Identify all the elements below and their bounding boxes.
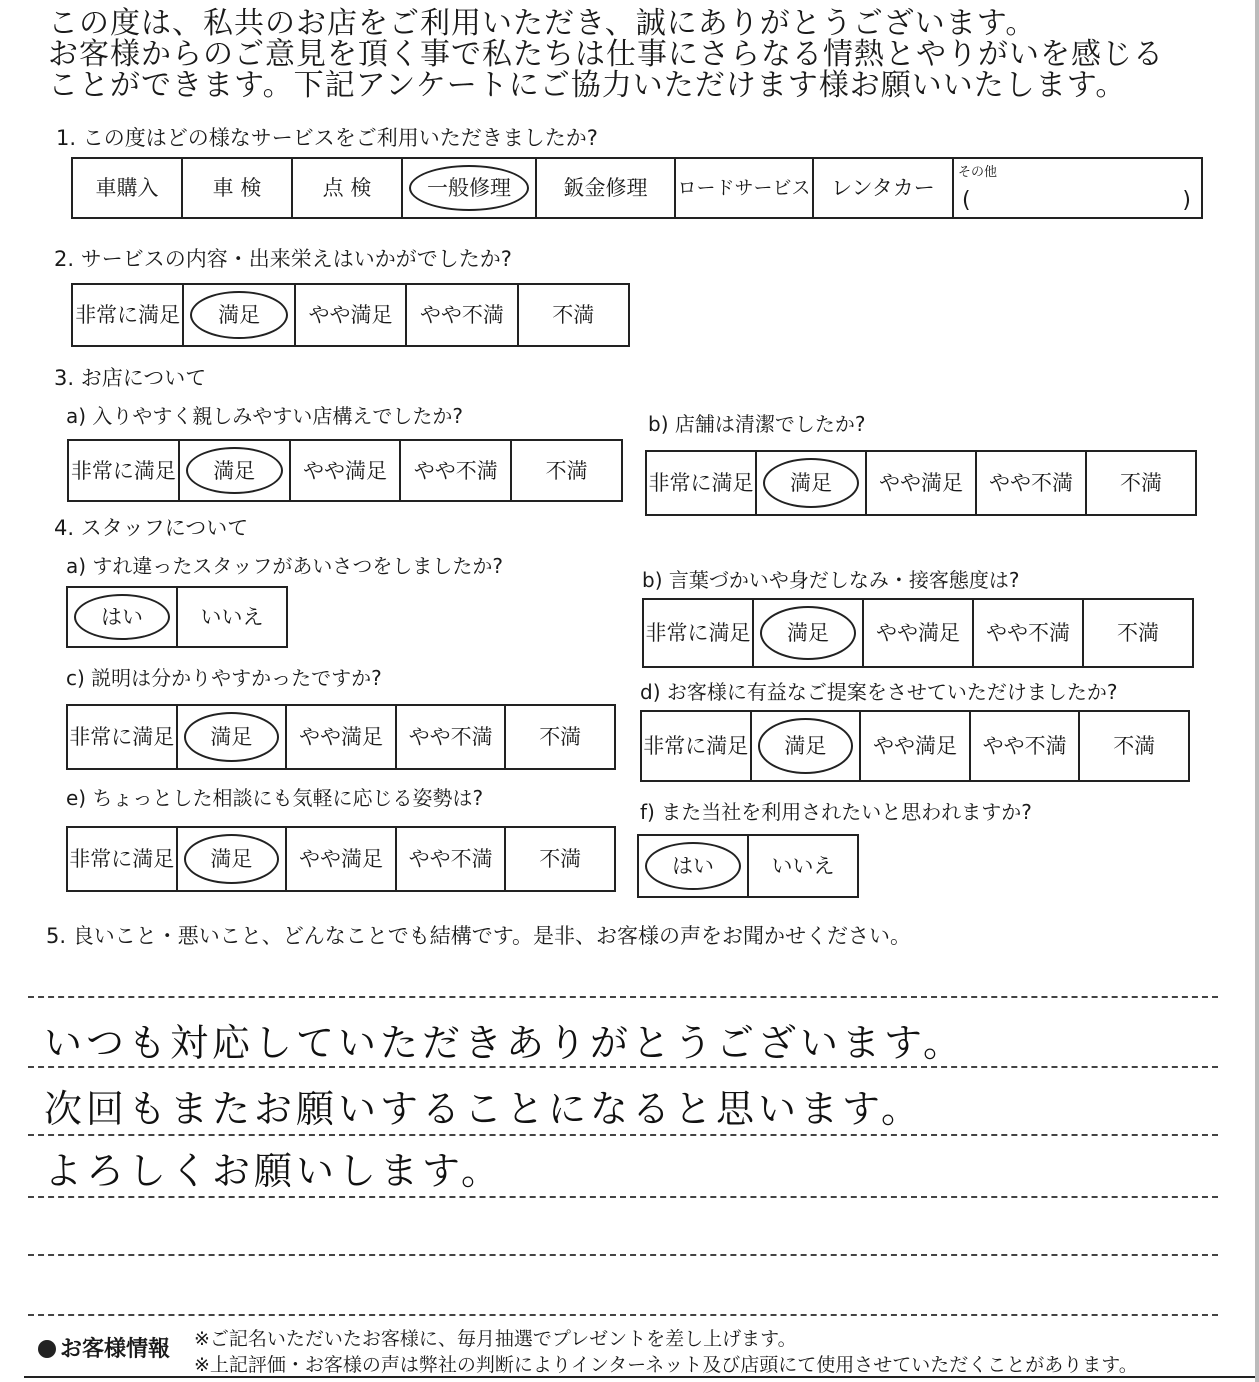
option-check[interactable]: 点 検 — [292, 158, 402, 218]
scale-somewhat-satisfied[interactable]: やや満足 — [286, 827, 396, 891]
scale-somewhat-dissatisfied[interactable]: やや不満 — [976, 451, 1086, 515]
writing-line — [28, 1254, 1218, 1256]
scan-edge — [1255, 0, 1259, 1382]
question-3-title: 3. お店について — [54, 366, 207, 390]
scale-very-satisfied[interactable]: 非常に満足 — [646, 451, 756, 515]
question-4a-yesno — [66, 586, 288, 648]
question-4e-scale — [66, 826, 616, 892]
footer-note: ※上記評価・お客様の声は弊社の判断によりインターネット及び店頭にて使用させていただくことがあります。 — [194, 1354, 1138, 1376]
scale-dissatisfied[interactable]: 不満 — [505, 827, 615, 891]
question-4f-yesno — [637, 834, 859, 898]
scale-satisfied[interactable]: 満足 — [177, 705, 287, 769]
scale-very-satisfied[interactable]: 非常に満足 — [643, 599, 753, 667]
option-other[interactable] — [953, 158, 1202, 218]
scale-dissatisfied[interactable]: 不満 — [518, 284, 629, 346]
scale-very-satisfied[interactable]: 非常に満足 — [72, 284, 183, 346]
footer-note: ※ご記名いただいたお客様に、毎月抽選でプレゼントを差し上げます。 — [194, 1328, 797, 1350]
option-rental-car[interactable]: レンタカー — [813, 158, 953, 218]
scale-very-satisfied[interactable]: 非常に満足 — [641, 711, 751, 781]
option-yes[interactable]: はい — [67, 587, 177, 647]
option-no[interactable]: いいえ — [177, 587, 287, 647]
divider — [24, 1376, 1259, 1378]
other-label: その他 — [958, 165, 998, 180]
question-4b-label: b) 言葉づかいや身だしなみ・接客態度は? — [642, 568, 1020, 592]
question-3b-scale — [645, 450, 1197, 516]
scale-somewhat-dissatisfied[interactable]: やや不満 — [406, 284, 517, 346]
intro-line: お客様からのご意見を頂く事で私たちは仕事にさらなる情熱とやりがいを感じる — [48, 37, 1164, 72]
scale-somewhat-dissatisfied[interactable]: やや不満 — [396, 827, 506, 891]
scale-satisfied[interactable]: 満足 — [753, 599, 863, 667]
scale-satisfied[interactable]: 満足 — [183, 284, 294, 346]
question-4-title: 4. スタッフについて — [54, 516, 249, 540]
scale-very-satisfied[interactable]: 非常に満足 — [67, 705, 177, 769]
scale-dissatisfied[interactable]: 不満 — [505, 705, 615, 769]
scale-somewhat-satisfied[interactable]: やや満足 — [295, 284, 406, 346]
intro-text — [48, 8, 1164, 101]
bullet-icon — [38, 1340, 56, 1358]
customer-comment-line: よろしくお願いします。 — [44, 1149, 503, 1193]
scale-very-satisfied[interactable]: 非常に満足 — [68, 440, 179, 501]
intro-line: この度は、私共のお店をご利用いただき、誠にありがとうございます。 — [48, 6, 1037, 41]
intro-line: ことができます。下記アンケートにご協力いただけます様お願いいたします。 — [48, 68, 1127, 103]
scale-satisfied[interactable]: 満足 — [179, 440, 290, 501]
question-2-scale — [71, 283, 630, 347]
option-no[interactable]: いいえ — [748, 835, 858, 897]
customer-comment-line: 次回もまたお願いすることになると思います。 — [44, 1087, 923, 1131]
scale-somewhat-satisfied[interactable]: やや満足 — [286, 705, 396, 769]
scale-somewhat-dissatisfied[interactable]: やや不満 — [970, 711, 1080, 781]
scale-satisfied[interactable]: 満足 — [756, 451, 866, 515]
option-road-service[interactable]: ロードサービス — [675, 158, 813, 218]
writing-line — [28, 1134, 1218, 1136]
question-4e-label: e) ちょっとした相談にも気軽に応じる姿勢は? — [66, 786, 484, 810]
question-4c-scale — [66, 704, 616, 770]
question-1-options — [71, 157, 1203, 219]
question-3a-scale — [67, 439, 623, 502]
option-sheet-metal[interactable]: 鈑金修理 — [536, 158, 675, 218]
scale-somewhat-satisfied[interactable]: やや満足 — [860, 711, 970, 781]
customer-info-title: お客様情報 — [38, 1332, 170, 1363]
question-4b-scale — [642, 598, 1194, 668]
scale-dissatisfied[interactable]: 不満 — [511, 440, 622, 501]
customer-comment-line: いつも対応していただきありがとうございます。 — [44, 1021, 965, 1065]
scale-dissatisfied[interactable]: 不満 — [1086, 451, 1196, 515]
question-4a-label: a) すれ違ったスタッフがあいさつをしましたか? — [66, 554, 504, 578]
scale-somewhat-dissatisfied[interactable]: やや不満 — [400, 440, 511, 501]
question-1-title: 1. この度はどの様なサービスをご利用いただきましたか? — [56, 126, 598, 150]
question-4c-label: c) 説明は分かりやすかったですか? — [66, 666, 382, 690]
scale-somewhat-dissatisfied[interactable]: やや不満 — [973, 599, 1083, 667]
scale-somewhat-satisfied[interactable]: やや満足 — [290, 440, 401, 501]
scale-somewhat-satisfied[interactable]: やや満足 — [863, 599, 973, 667]
option-yes[interactable]: はい — [638, 835, 748, 897]
scale-somewhat-dissatisfied[interactable]: やや不満 — [396, 705, 506, 769]
option-inspection[interactable]: 車 検 — [182, 158, 292, 218]
scale-very-satisfied[interactable]: 非常に満足 — [67, 827, 177, 891]
scale-dissatisfied[interactable]: 不満 — [1079, 711, 1189, 781]
question-2-title: 2. サービスの内容・出来栄えはいかがでしたか? — [54, 247, 512, 271]
question-3b-label: b) 店舗は清潔でしたか? — [648, 412, 866, 436]
option-general-repair[interactable]: 一般修理 — [402, 158, 536, 218]
question-4f-label: f) また当社を利用されたいと思われますか? — [640, 800, 1032, 824]
other-field[interactable]: ( ) — [962, 188, 1191, 213]
scale-satisfied[interactable]: 満足 — [177, 827, 287, 891]
question-3a-label: a) 入りやすく親しみやすい店構えでしたか? — [66, 404, 464, 428]
scale-somewhat-satisfied[interactable]: やや満足 — [866, 451, 976, 515]
scale-dissatisfied[interactable]: 不満 — [1083, 599, 1193, 667]
scale-satisfied[interactable]: 満足 — [751, 711, 861, 781]
question-4d-scale — [640, 710, 1190, 782]
writing-line — [28, 1314, 1218, 1316]
question-5-title: 5. 良いこと・悪いこと、どんなことでも結構です。是非、お客様の声をお聞かせください。 — [46, 924, 912, 948]
question-4d-label: d) お客様に有益なご提案をさせていただけましたか? — [640, 680, 1118, 704]
writing-line — [28, 996, 1218, 998]
writing-line — [28, 1196, 1218, 1198]
option-car-purchase[interactable]: 車購入 — [72, 158, 182, 218]
